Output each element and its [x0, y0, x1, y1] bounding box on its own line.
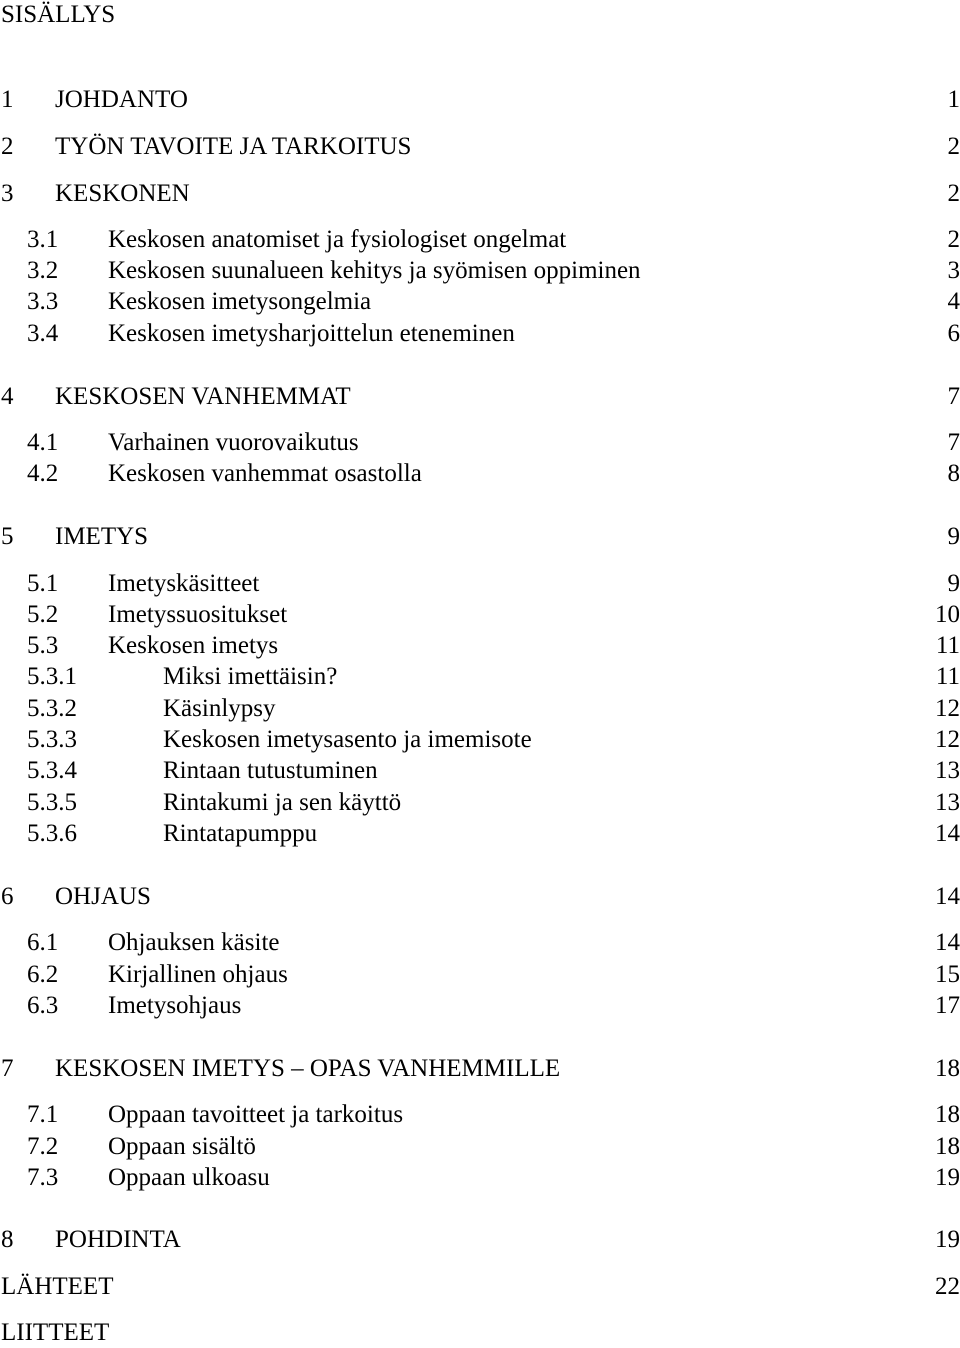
toc-entry-label: Keskosen imetysasento ja imemisote	[163, 725, 532, 755]
toc-entry-page: 18	[935, 1132, 960, 1162]
toc-entry	[0, 928, 960, 958]
toc-entry-number: 6.2	[27, 960, 58, 990]
toc-entry-page: 12	[935, 694, 960, 724]
toc-entry-number: 5.3.6	[27, 819, 77, 849]
toc-entry	[0, 882, 960, 912]
toc-entry-label: Oppaan ulkoasu	[108, 1163, 270, 1193]
toc-title: SISÄLLYS	[1, 0, 115, 30]
toc-entry	[0, 1225, 960, 1255]
toc-entry	[0, 1054, 960, 1084]
toc-entry-number: 5.3.3	[27, 725, 77, 755]
toc-entry-number: 7.1	[27, 1100, 58, 1130]
toc-entry-number: 7	[1, 1054, 14, 1084]
toc-entry-number: 6.1	[27, 928, 58, 958]
toc-entry-number: 5.1	[27, 569, 58, 599]
toc-entry-page: 14	[935, 882, 960, 912]
toc-entry-label: KESKONEN	[55, 179, 190, 209]
toc-entry	[0, 459, 960, 489]
toc-entry	[0, 819, 960, 849]
toc-entry-page: 19	[935, 1163, 960, 1193]
toc-entry-page: 17	[935, 991, 960, 1021]
toc-entry	[0, 694, 960, 724]
toc-entry	[0, 132, 960, 162]
toc-entry-number: 4.1	[27, 428, 58, 458]
toc-entry	[0, 600, 960, 630]
toc-entry-number: 4.2	[27, 459, 58, 489]
toc-entry-page: 18	[935, 1100, 960, 1130]
toc-entry-page: 2	[948, 225, 960, 255]
toc-entry-label: Käsinlypsy	[163, 694, 276, 724]
toc-entry-label: Rintaan tutustuminen	[163, 756, 378, 786]
toc-entry-label: Varhainen vuorovaikutus	[108, 428, 359, 458]
toc-entry	[0, 1163, 960, 1193]
toc-entry-label: Rintatapumppu	[163, 819, 317, 849]
toc-entry-number: 5.3.5	[27, 788, 77, 818]
toc-entry-label: Keskosen imetysharjoittelun eteneminen	[108, 319, 515, 349]
toc-entry	[0, 382, 960, 412]
toc-entry-label: POHDINTA	[55, 1225, 181, 1255]
toc-entry-label: Imetyssuositukset	[108, 600, 287, 630]
toc-entry-label: Oppaan tavoitteet ja tarkoitus	[108, 1100, 403, 1130]
toc-entry-page: 11	[936, 662, 960, 692]
toc-entry	[0, 960, 960, 990]
toc-entry-page: 2	[948, 179, 960, 209]
toc-entry-number: 4	[1, 382, 14, 412]
toc-entry-label: Rintakumi ja sen käyttö	[163, 788, 401, 818]
toc-entry-page: 19	[935, 1225, 960, 1255]
toc-entry	[0, 1272, 960, 1302]
toc-entry-label: LIITTEET	[1, 1318, 109, 1348]
toc-entry-number: 1	[1, 85, 14, 115]
toc-entry-page: 1	[948, 85, 960, 115]
toc-entry-number: 5.3.1	[27, 662, 77, 692]
toc-entry-page: 11	[936, 631, 960, 661]
toc-entry-number: 5	[1, 522, 14, 552]
toc-entry	[0, 225, 960, 255]
toc-entry	[0, 428, 960, 458]
toc-entry-label: Keskosen imetysongelmia	[108, 287, 371, 317]
toc-entry	[0, 991, 960, 1021]
toc-entry-page: 10	[935, 600, 960, 630]
toc-entry-page: 18	[935, 1054, 960, 1084]
toc-entry-number: 3.3	[27, 287, 58, 317]
toc-entry	[0, 522, 960, 552]
toc-entry-label: KESKOSEN IMETYS – OPAS VANHEMMILLE	[55, 1054, 560, 1084]
toc-entry-number: 3.4	[27, 319, 58, 349]
toc-entry-page: 14	[935, 819, 960, 849]
toc-entry-page: 22	[935, 1272, 960, 1302]
toc-entry-number: 7.2	[27, 1132, 58, 1162]
toc-entry-label: Oppaan sisältö	[108, 1132, 256, 1162]
toc-entry-number: 3.1	[27, 225, 58, 255]
toc-entry-number: 5.2	[27, 600, 58, 630]
toc-entry-page: 15	[935, 960, 960, 990]
toc-entry-page: 3	[948, 256, 960, 286]
toc-entry	[0, 85, 960, 115]
toc-entry-number: 5.3	[27, 631, 58, 661]
toc-entry-page: 13	[935, 756, 960, 786]
toc-entry	[0, 287, 960, 317]
toc-entry-label: Imetyskäsitteet	[108, 569, 259, 599]
toc-entry	[0, 756, 960, 786]
toc-entry	[0, 662, 960, 692]
toc-entry	[0, 631, 960, 661]
toc-entry-number: 7.3	[27, 1163, 58, 1193]
toc-entry-page: 6	[948, 319, 960, 349]
toc-entry-label: Miksi imettäisin?	[163, 662, 337, 692]
toc-entry	[0, 319, 960, 349]
toc-entry-number: 2	[1, 132, 14, 162]
toc-entry-number: 3	[1, 179, 14, 209]
toc-entry-label: TYÖN TAVOITE JA TARKOITUS	[55, 132, 411, 162]
toc-entry-number: 6.3	[27, 991, 58, 1021]
toc-entry	[0, 1132, 960, 1162]
toc-entry-label: LÄHTEET	[1, 1272, 113, 1302]
toc-entry	[0, 1318, 960, 1348]
toc-entry-page: 14	[935, 928, 960, 958]
toc-entry-page: 13	[935, 788, 960, 818]
toc-entry	[0, 725, 960, 755]
toc-entry-label: Kirjallinen ohjaus	[108, 960, 288, 990]
toc-entry-label: Ohjauksen käsite	[108, 928, 279, 958]
toc-entry-number: 5.3.2	[27, 694, 77, 724]
toc-entry-number: 5.3.4	[27, 756, 77, 786]
toc-entry-page: 8	[948, 459, 960, 489]
toc-entry	[0, 256, 960, 286]
toc-entry-number: 8	[1, 1225, 14, 1255]
toc-entry	[0, 788, 960, 818]
toc-entry-label: Keskosen anatomiset ja fysiologiset ongelmat	[108, 225, 566, 255]
toc-entry	[0, 569, 960, 599]
toc-entry-label: OHJAUS	[55, 882, 151, 912]
toc-entry-page: 12	[935, 725, 960, 755]
toc-entry-label: Keskosen vanhemmat osastolla	[108, 459, 422, 489]
toc-entry	[0, 179, 960, 209]
toc-entry-label: Keskosen suunalueen kehitys ja syömisen oppiminen	[108, 256, 641, 286]
toc-entry-page: 2	[948, 132, 960, 162]
toc-entry-label: KESKOSEN VANHEMMAT	[55, 382, 351, 412]
toc-entry-number: 6	[1, 882, 14, 912]
toc-entry	[0, 1100, 960, 1130]
toc-entry-page: 7	[948, 382, 960, 412]
toc-entry-label: Imetysohjaus	[108, 991, 241, 1021]
toc-entry-label: IMETYS	[55, 522, 148, 552]
toc-entry-page: 7	[948, 428, 960, 458]
toc-entry-page: 9	[948, 569, 960, 599]
toc-entry-number: 3.2	[27, 256, 58, 286]
toc-entry-page: 4	[948, 287, 960, 317]
toc-entry-page: 9	[948, 522, 960, 552]
toc-entry-label: JOHDANTO	[55, 85, 188, 115]
toc-entry-label: Keskosen imetys	[108, 631, 278, 661]
